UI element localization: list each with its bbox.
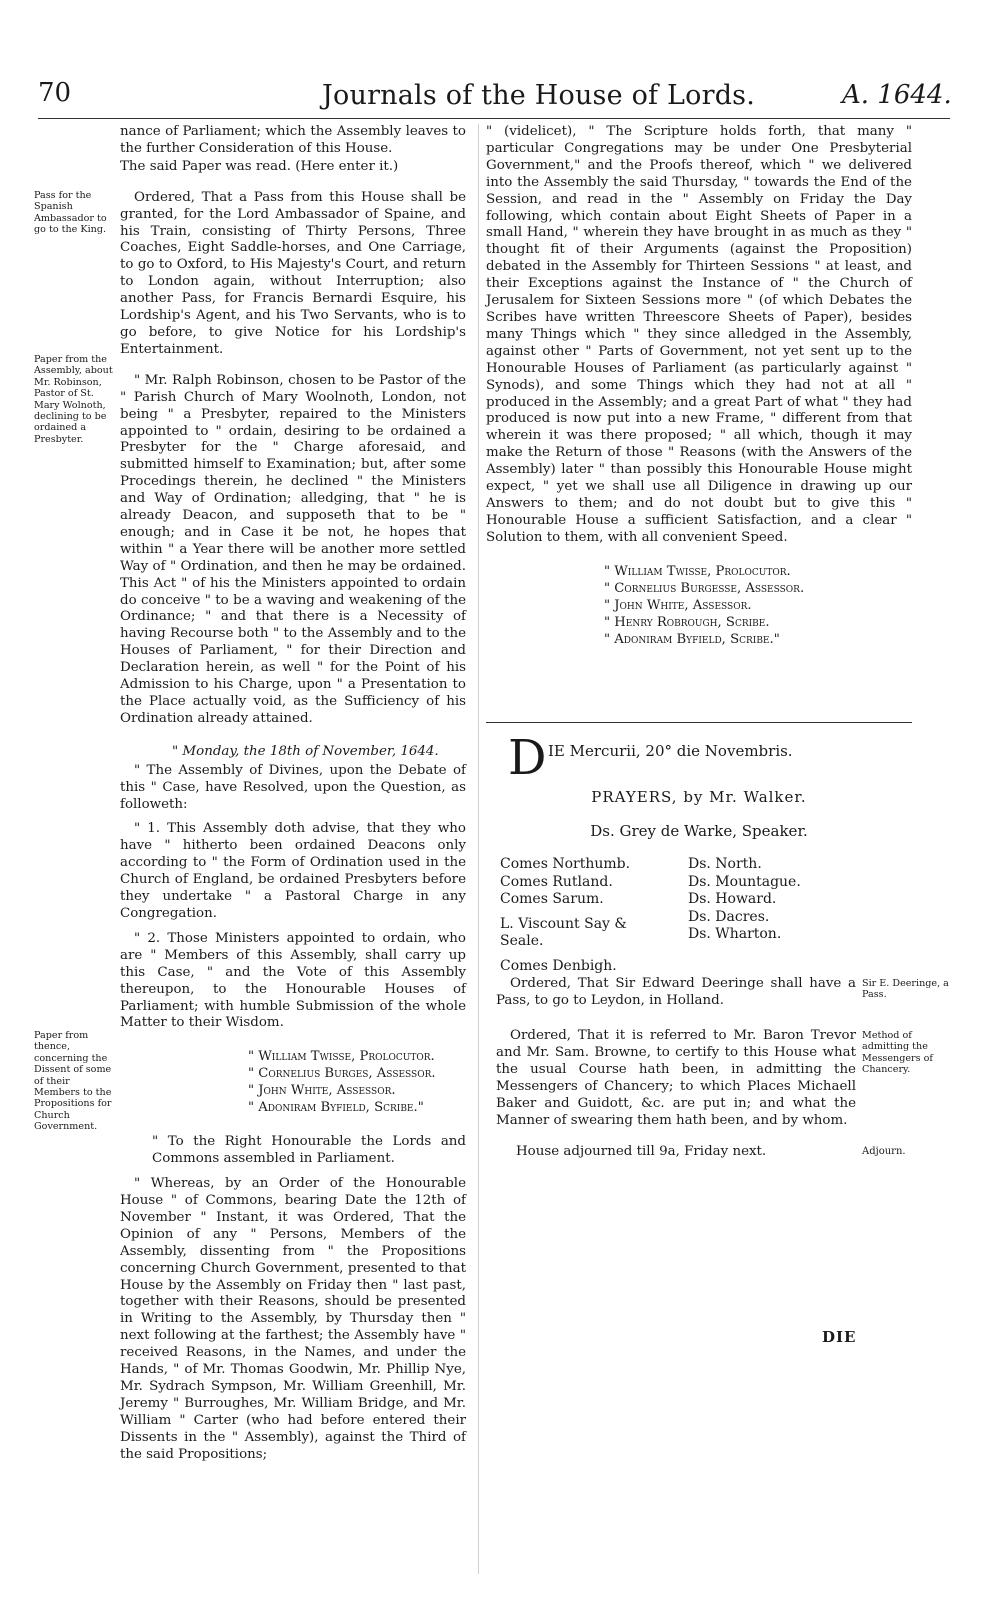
left-column — [120, 124, 466, 1464]
margin-note-paper-dissent: Paper from thence, concerning the Dissent of some of their Members to the Propositions for Church Government. — [34, 1030, 112, 1133]
attendance-name: Ds. Wharton. — [688, 926, 782, 942]
attendance-name: Comes Denbigh. — [500, 957, 617, 974]
attendance-name: Ds. Mountague. — [688, 873, 801, 890]
paragraph: " 1. This Assembly doth advise, that they who have " hitherto been ordained Deacons only according to " the Form of Ordination used in the Church of England, be ordained Presbyters before they undertake " a Pastoral Charge in any Congregation. — [120, 821, 466, 921]
signature-line: " Adoniram Byfield, Scribe." — [248, 1100, 424, 1116]
attendance-name: L. Viscount Say & Seale. — [500, 915, 627, 949]
signature-line: " John White, Assessor. — [248, 1083, 396, 1099]
paragraph: " Whereas, by an Order of the Honourable House " of Commons, bearing Date the 12th of November " Instant, it was Ordered, That the Opinion of any " Persons, Members of the Assembly, dissenting from " the Propositions concerning Church Government, presented to that House by the Assembly on Friday then " last past, together with their Reasons, should be presented in Writing to the Assembly, by Thursday then " next following at the farthest; the Assembly have " received Reasons, in the Names, and under the Hands, " of Mr. Thomas Goodwin, Mr. Phillip Nye, Mr. Sydrach Sympson, Mr. William Greenhill, Mr. Jeremy " Burroughes, Mr. William Bridge, and Mr. William " Carter (who had before entered their Dissents in the " Assembly), against the Third of the said Propositions; — [120, 1176, 466, 1462]
adjournment-line: House adjourned till 9a, Friday next. — [516, 1144, 767, 1159]
page-number: 70 — [38, 78, 72, 108]
signature-block — [120, 1048, 466, 1116]
paragraph: " The Assembly of Divines, upon the Debate of this " Case, have Resolved, upon the Question, as followeth: — [120, 762, 466, 812]
attendance-name: Ds. North. — [688, 856, 762, 872]
drop-cap: D — [508, 730, 547, 786]
order-deeringe — [496, 976, 856, 1010]
signature-block — [486, 563, 912, 648]
attendance-right-list — [688, 856, 888, 944]
margin-note-messengers: Method of admitting the Messengers of Chancery. — [862, 1030, 933, 1076]
signature-line: " Adoniram Byfield, Scribe." — [604, 631, 780, 647]
speaker-line: Ds. Grey de Warke, Speaker. — [590, 822, 808, 840]
attendance-left-list — [500, 856, 670, 975]
attendance-name: Ds. Dacres. — [688, 908, 770, 925]
signature-line: " John White, Assessor. — [604, 597, 752, 613]
paragraph: " Mr. Ralph Robinson, chosen to be Pastor of the " Parish Church of Mary Woolnoth, London, not being " a Presbyter, repaired to the Ministers appointed to " ordain, desiring to be ordained a Presbyter for the " Charge aforesaid, and submitted himself to Examination; but, after some Procedings therein, he declined " the Ministers and Way of Ordination; alledging, that " he is already Deacon, and supposeth that to be " enough; and in Case it be not, he hopes that within " a Year there will be another more settled Way of " Ordination, and then he may be ordained. This Act " of his the Ministers appointed to ordain do conceive " to be a waving and weakening of the Ordinance; " and that there is a Necessity of having Recourse both " to the Assembly and to the Houses of Parliament, " for their Direction and Declaration herein, as well " for the Point of his Admission to his Charge, upon " a Presentation to the Place actually void, as the Sufficiency of his Ordination already attained. — [120, 372, 466, 726]
margin-note-pass-spanish: Pass for the Spanish Ambassador to go to the King. — [34, 190, 107, 236]
address-line: " To the Right Honourable the Lords and Commons assembled in Parliament. — [152, 1134, 466, 1167]
signature-line: " Henry Robrough, Scribe. — [604, 614, 770, 630]
paragraph: Ordered, That a Pass from this House shall be granted, for the Lord Ambassador of Spaine, and his Train, consisting of Thirty Persons, Three Coaches, Eight Saddle-horses, and One Carriage, to go to Oxford, to His Majesty's Court, and return to London again, without Interruption; also another Pass, for Francis Bernardi Esquire, his Lordship's Agent, and his Two Servants, who is to go before, to give Notice for his Lordship's Entertainment. — [120, 189, 466, 357]
attendance-name: Comes Northumb. — [500, 856, 631, 872]
attendance-name: Comes Sarum. — [500, 891, 604, 907]
right-column-upper — [486, 124, 912, 648]
attendance-name: Ds. Howard. — [688, 891, 777, 907]
sitting-date: IE Mercurii, 20° die Novembris. — [548, 742, 793, 760]
margin-note-adjourn: Adjourn. — [862, 1146, 906, 1157]
paragraph: Ordered, That it is referred to Mr. Baron Trevor and Mr. Sam. Browne, to certify to this House what the usual Course hath been, in admitting the Messengers of Chancery; to which Places Michaell Baker and Guidott, &c. are put in; and what the Manner of swearing them hath been, and by whom. — [496, 1028, 856, 1128]
prayers-line: PRAYERS, by Mr. Walker. — [591, 788, 807, 806]
signature-line: " Cornelius Burges, Assessor. — [248, 1066, 436, 1082]
attendance-name: Comes Rutland. — [500, 873, 613, 890]
order-messengers — [496, 1028, 856, 1129]
margin-note-deeringe: Sir E. Deeringe, a Pass. — [862, 978, 949, 1001]
paragraph: The said Paper was read. (Here enter it.) — [120, 158, 399, 174]
signature-line: " William Twisse, Prolocutor. — [604, 563, 791, 579]
page-year: A. 1644. — [842, 80, 952, 110]
paragraph: " 2. Those Ministers appointed to ordain, who are " Members of this Assembly, shall carry up this Case, " and the Vote of this Assembly thereupon, to the Honourable Houses of Parliament; with humble Submission of the whole Matter to their Wisdom. — [120, 930, 466, 1031]
paragraph: " (videlicet), " The Scripture holds forth, that many " particular Congregations may be under One Presbyterial Government," and the Proofs thereof, which " we delivered into the Assembly the said Thursday, " towards the End of the Session, and read in the " Assembly on Friday the Day following, which contain about Eight Sheets of Paper in a small Hand, " wherein they have brought in as much as they " thought fit of their Arguments (against the Proposition) debated in the Assembly for Thirteen Sessions " at least, and their Exceptions against the Instance of " the Church of Jerusalem for Sixteen Sessions more " (of which Debates the Scribes have written Threescore Sheets of Paper), besides many Things which " they since alledged in the Assembly, against other " Parts of Government, not yet sent up to the Honourable Houses of Parliament (as particularly against " Synods), and some Things which they had not at all " produced in the Assembly; and a great Part of what " they had produced is now put into a new Frame, " different from that wherein it was there proposed; " all which, though it may make the Return of those " Reasons (with the Answers of the Assembly) later " than possibly this Honourable House might expect, " yet we shall use all Diligence in drawing up our Answers to them; and do not doubt but to give this " Honourable House a sufficient Satisfaction, and a clear " Solution to them, with all convenient Speed. — [486, 124, 912, 545]
signature-line: " Cornelius Burgesse, Assessor. — [604, 580, 805, 596]
signature-line: " William Twisse, Prolocutor. — [248, 1049, 435, 1065]
paragraph: Ordered, That Sir Edward Deeringe shall have a Pass, to go to Leydon, in Holland. — [496, 976, 856, 1008]
paragraph: nance of Parliament; which the Assembly leaves to the further Consideration of this House. — [120, 124, 466, 156]
column-divider — [478, 124, 479, 1574]
date-line: " Monday, the 18th of November, 1644. — [172, 743, 439, 759]
header-rule — [38, 118, 950, 119]
catchword: DIE — [822, 1328, 857, 1346]
section-rule — [486, 722, 912, 723]
page-title: Journals of the House of Lords. — [322, 80, 756, 111]
margin-note-paper-robinson: Paper from the Assembly, about Mr. Robinson, Pastor of St. Mary Wolnoth, declining to be ordained a Presbyter. — [34, 354, 113, 445]
